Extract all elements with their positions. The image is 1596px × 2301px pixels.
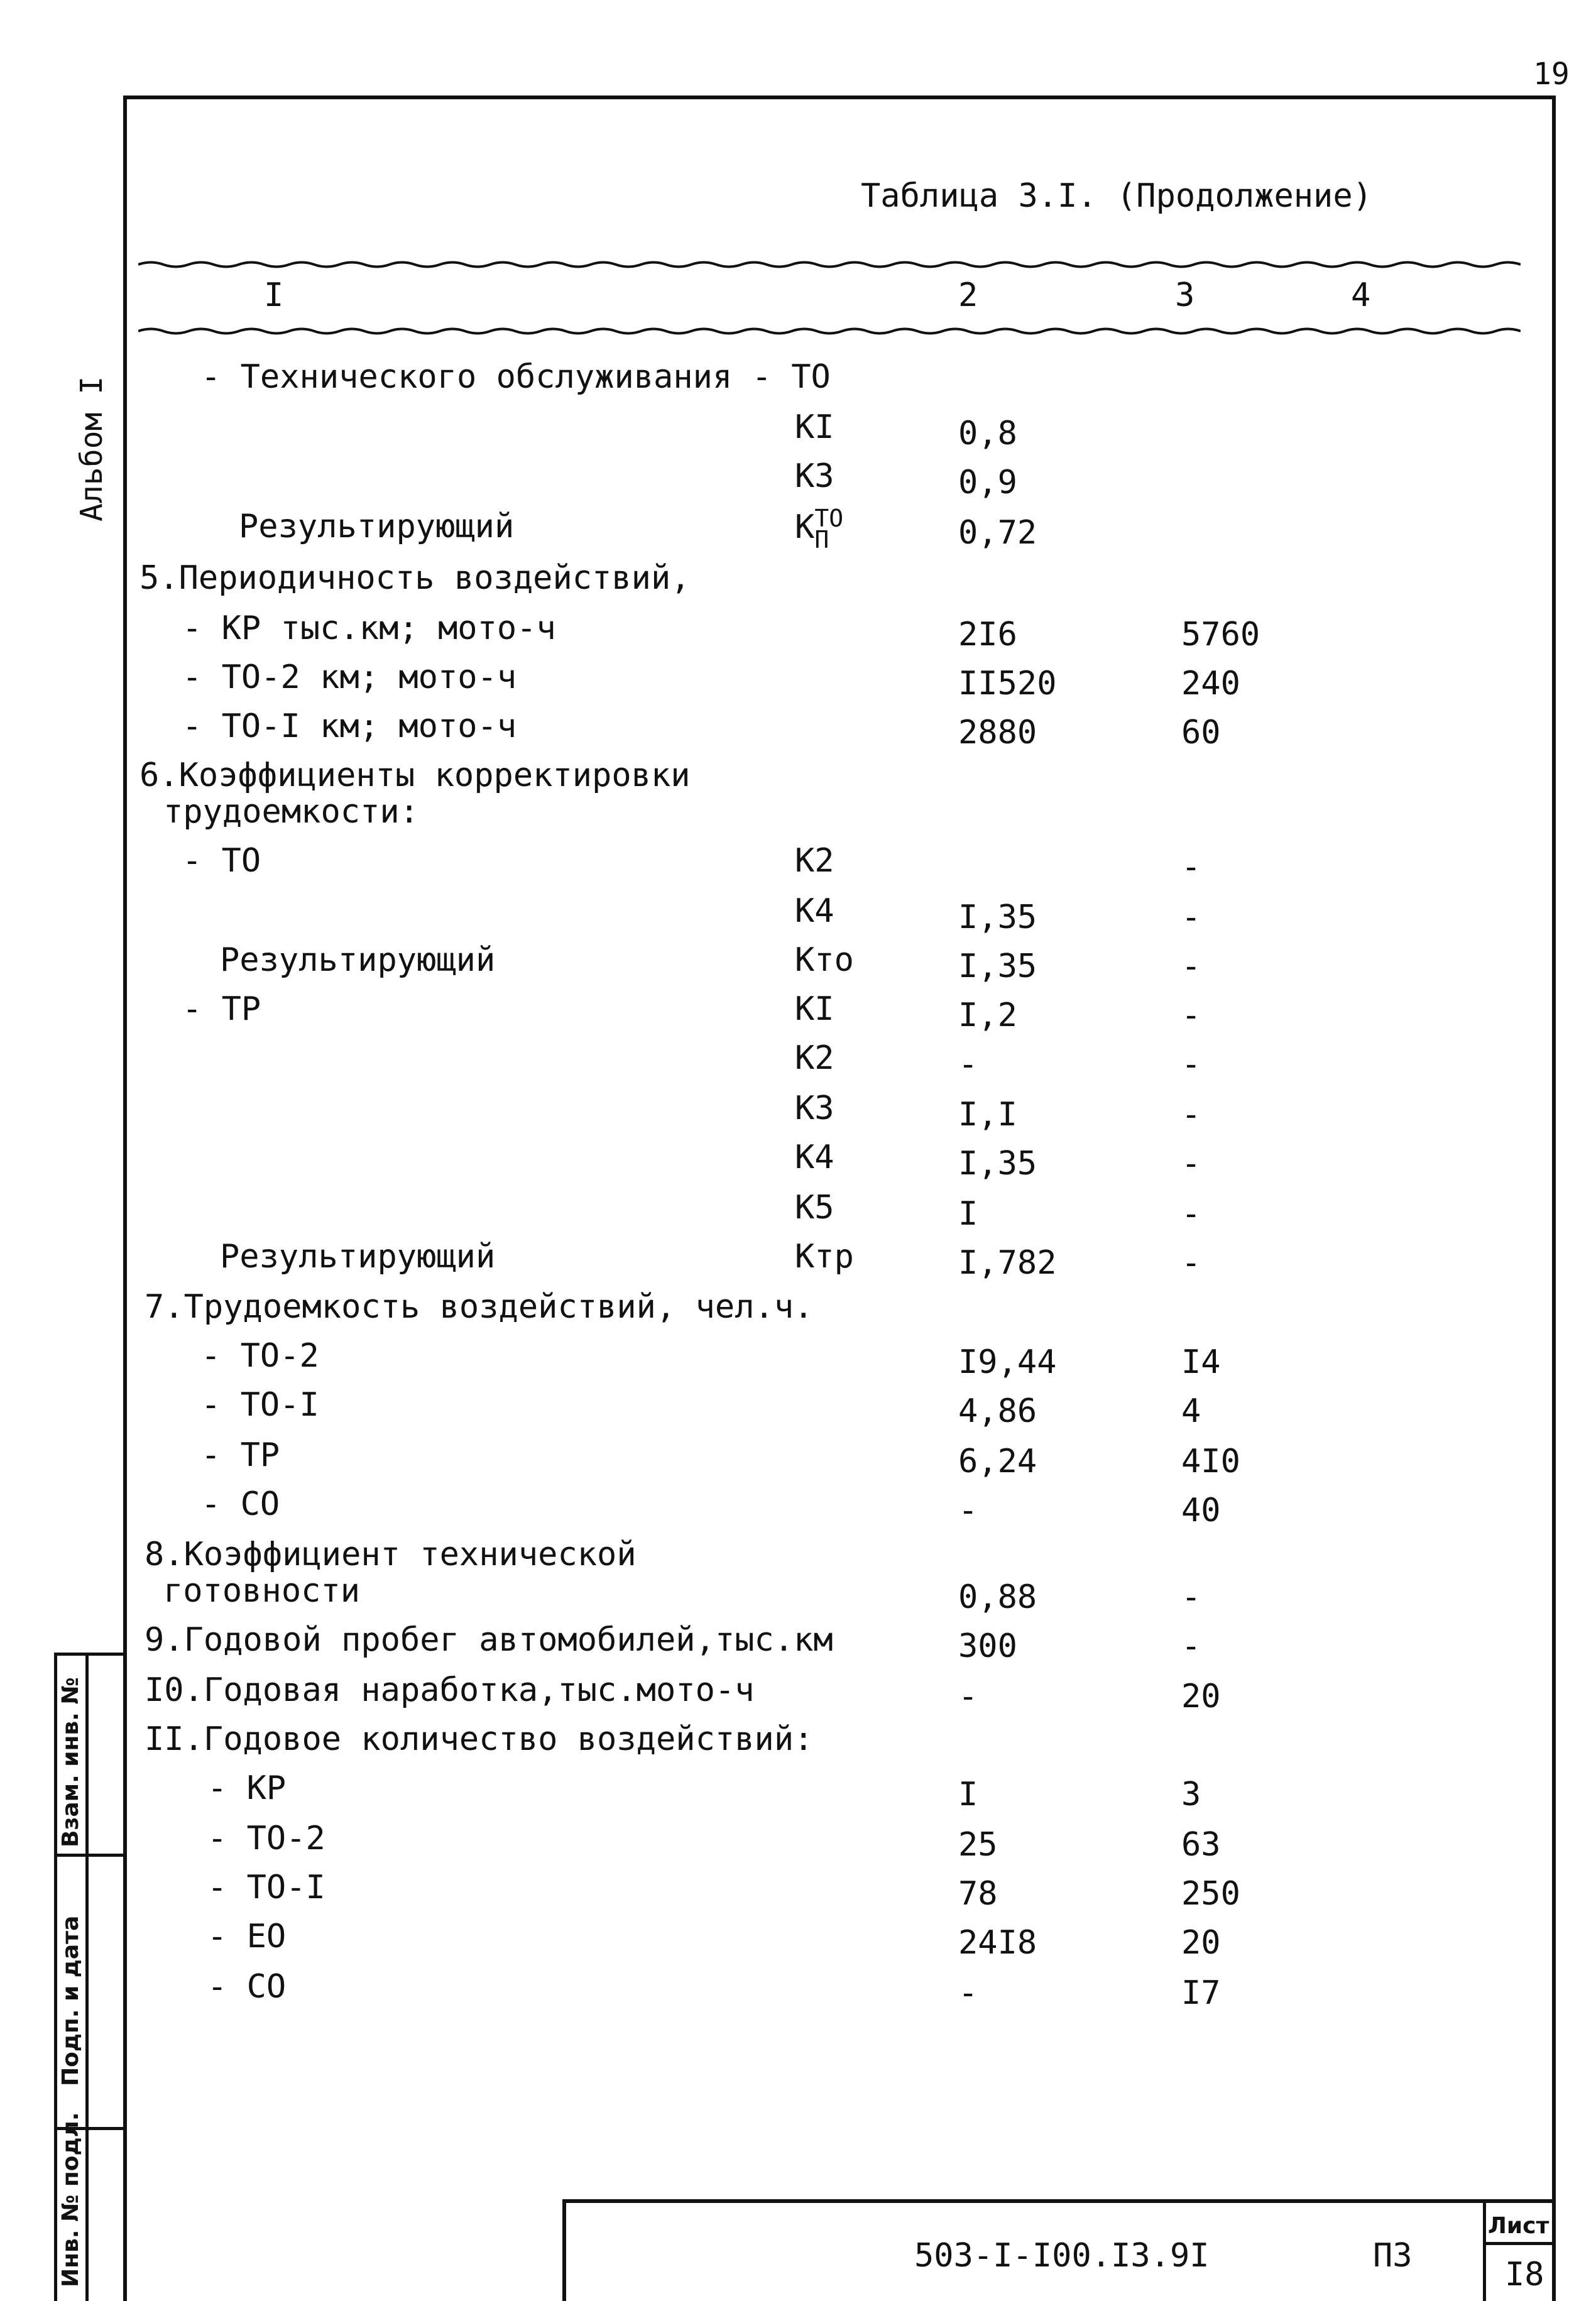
coefficient-symbol: КI (795, 408, 834, 446)
row-value-col2: - (958, 1974, 978, 2012)
row-label: - ТО (182, 842, 261, 880)
row-value-col2: - (958, 1678, 978, 1715)
row-value-col2: I,35 (958, 948, 1037, 985)
row-value-col3: - (1181, 899, 1201, 936)
row-coefficient (795, 457, 834, 495)
row-value-col2: 0,9 (958, 464, 1017, 501)
stamp-sign-date: Подп. и дата (58, 1915, 84, 2086)
row-label: - КР (207, 1769, 287, 1807)
row-label: 8.Коэффициент технической (145, 1536, 637, 1573)
row-value-col2: 0,88 (958, 1578, 1037, 1616)
frame-left (123, 96, 127, 2301)
row-value-col3: 4I0 (1181, 1443, 1240, 1480)
coefficient-symbol: Кто (795, 941, 854, 979)
footer-sheet-divider (1483, 2199, 1486, 2301)
frame-right (1552, 96, 1556, 2301)
row-label: - СО (207, 1968, 287, 2006)
stamp-divider-1 (54, 1653, 126, 1656)
row-label: - ТО-I (207, 1869, 325, 1906)
row-value-col3: - (1181, 848, 1201, 886)
row-coefficient (795, 505, 844, 554)
row-coefficient (795, 1189, 834, 1227)
row-label: 9.Годовой пробег автомобилей,тыс.км (145, 1621, 833, 1659)
row-value-col2: 4,86 (958, 1392, 1037, 1430)
stamp-outer-line (54, 1653, 57, 2301)
row-coefficient (795, 1039, 834, 1077)
column-header-2: 2 (958, 276, 978, 314)
row-value-col2: 2I6 (958, 616, 1017, 653)
row-value-col3: - (1181, 1195, 1201, 1233)
row-value-col2: I,782 (958, 1244, 1057, 1282)
row-value-col2: I,35 (958, 1145, 1037, 1183)
row-label: - КР тыс.км; мото-ч (182, 609, 556, 647)
row-value-col2: 0,72 (958, 514, 1037, 552)
row-value-col2: 78 (958, 1875, 998, 1913)
row-value-col2: - (958, 1492, 978, 1529)
footer-sheet-number: I8 (1505, 2256, 1544, 2293)
footer-section: ПЗ (1373, 2237, 1413, 2275)
coefficient-symbol: К2 (795, 1039, 834, 1077)
coefficient-superscript: ТО (814, 505, 844, 532)
coefficient-symbol: К3 (795, 457, 834, 495)
row-label: I0.Годовая наработка,тыс.мото-ч (145, 1671, 755, 1709)
row-label: 6.Коэффициенты корректировки (139, 757, 691, 794)
coefficient-indices (814, 505, 844, 554)
row-value-col3: 4 (1181, 1392, 1201, 1430)
row-value-col3: - (1181, 1244, 1201, 1282)
coefficient-symbol: К2 (795, 842, 834, 880)
row-value-col3: - (1181, 1627, 1201, 1665)
coefficient-symbol: К (795, 508, 815, 546)
coefficient-symbol: КI (795, 990, 834, 1028)
row-value-col3: I4 (1181, 1343, 1221, 1381)
row-value-col3: 250 (1181, 1875, 1240, 1913)
row-value-col2: 6,24 (958, 1443, 1037, 1480)
column-header-4: 4 (1351, 276, 1371, 314)
row-value-col3: - (1181, 1046, 1201, 1083)
row-value-col2: I,35 (958, 899, 1037, 936)
stamp-replace-inv: Взам. инв. № (58, 1677, 84, 1847)
row-label: - Технического обслуживания - ТО (201, 358, 831, 396)
row-label: - ТО-2 км; мото-ч (182, 659, 517, 696)
footer-top-line (562, 2199, 1555, 2203)
row-value-col3: - (1181, 1096, 1201, 1134)
row-value-col2: 25 (958, 1826, 998, 1864)
row-label: Результирующий (239, 508, 515, 545)
row-coefficient (795, 941, 854, 979)
row-label: - ЕО (207, 1918, 287, 1955)
stamp-divider-2 (54, 1854, 126, 1857)
coefficient-symbol: К5 (795, 1189, 834, 1227)
stamp-inner-line (85, 1653, 89, 2301)
row-label: - ТО-2 (207, 1820, 325, 1857)
row-coefficient (795, 1238, 854, 1276)
coefficient-symbol: К3 (795, 1090, 834, 1127)
column-header-3: 3 (1175, 276, 1195, 314)
row-value-col2: I (958, 1195, 978, 1233)
row-value-col3: 240 (1181, 665, 1240, 702)
row-coefficient (795, 1139, 834, 1176)
row-label: - ТО-I км; мото-ч (182, 708, 517, 745)
row-coefficient (795, 408, 834, 446)
row-value-col3: 20 (1181, 1678, 1221, 1715)
row-label: II.Годовое количество воздействий: (145, 1720, 814, 1758)
row-label: - ТО-I (201, 1386, 319, 1424)
footer-doc-code: 503-I-I00.I3.9I (914, 2237, 1210, 2275)
table-title: Таблица 3.I. (Продолжение) (861, 177, 1372, 215)
row-value-col3: 40 (1181, 1492, 1221, 1529)
row-label: - ТР (201, 1436, 280, 1474)
row-label: - ТО-2 (201, 1337, 319, 1375)
row-label: готовности (163, 1572, 361, 1610)
header-top-rule (138, 260, 1521, 269)
coefficient-subscript: П (814, 526, 829, 554)
column-header-1: I (264, 276, 284, 314)
row-label: 5.Периодичность воздействий, (139, 559, 691, 597)
row-label: трудоемкости: (163, 793, 419, 831)
row-value-col3: 63 (1181, 1826, 1221, 1864)
row-value-col3: 5760 (1181, 616, 1260, 653)
stamp-inv-orig: Инв. № подл. (58, 2112, 84, 2287)
row-value-col2: 0,8 (958, 415, 1017, 452)
row-value-col2: I (958, 1776, 978, 1813)
row-coefficient (795, 892, 834, 930)
footer-sheet-line (1483, 2242, 1555, 2245)
row-label: - ТР (182, 990, 261, 1028)
row-value-col2: 24I8 (958, 1924, 1037, 1962)
row-label: Результирующий (220, 1238, 496, 1276)
frame-top (123, 96, 1556, 99)
row-value-col3: - (1181, 948, 1201, 985)
footer-sheet-label: Лист (1488, 2213, 1550, 2239)
coefficient-symbol: К4 (795, 1139, 834, 1176)
row-value-col3: 3 (1181, 1776, 1201, 1813)
coefficient-symbol: Ктр (795, 1238, 854, 1276)
row-value-col3: 20 (1181, 1924, 1221, 1962)
row-value-col3: 60 (1181, 714, 1221, 752)
row-value-col2: I9,44 (958, 1343, 1057, 1381)
coefficient-symbol: К4 (795, 892, 834, 930)
header-bottom-rule (138, 327, 1521, 336)
row-label: Результирующий (220, 941, 496, 979)
corner-page-number: 19 (1533, 57, 1570, 92)
row-value-col2: - (958, 1046, 978, 1083)
row-value-col2: I,2 (958, 997, 1017, 1034)
row-coefficient (795, 990, 834, 1028)
row-value-col2: 2880 (958, 714, 1037, 752)
row-coefficient (795, 842, 834, 880)
row-value-col3: - (1181, 1145, 1201, 1183)
row-label: - СО (201, 1485, 280, 1523)
footer-left-line (562, 2199, 566, 2301)
row-value-col2: I,I (958, 1096, 1017, 1134)
row-coefficient (795, 1090, 834, 1127)
album-label: Альбом I (74, 376, 109, 522)
row-value-col3: - (1181, 1578, 1201, 1616)
row-label: 7.Трудоемкость воздействий, чел.ч. (145, 1288, 814, 1326)
row-value-col3: I7 (1181, 1974, 1221, 2012)
row-value-col2: II520 (958, 665, 1057, 702)
row-value-col3: - (1181, 997, 1201, 1034)
row-value-col2: 300 (958, 1627, 1017, 1665)
